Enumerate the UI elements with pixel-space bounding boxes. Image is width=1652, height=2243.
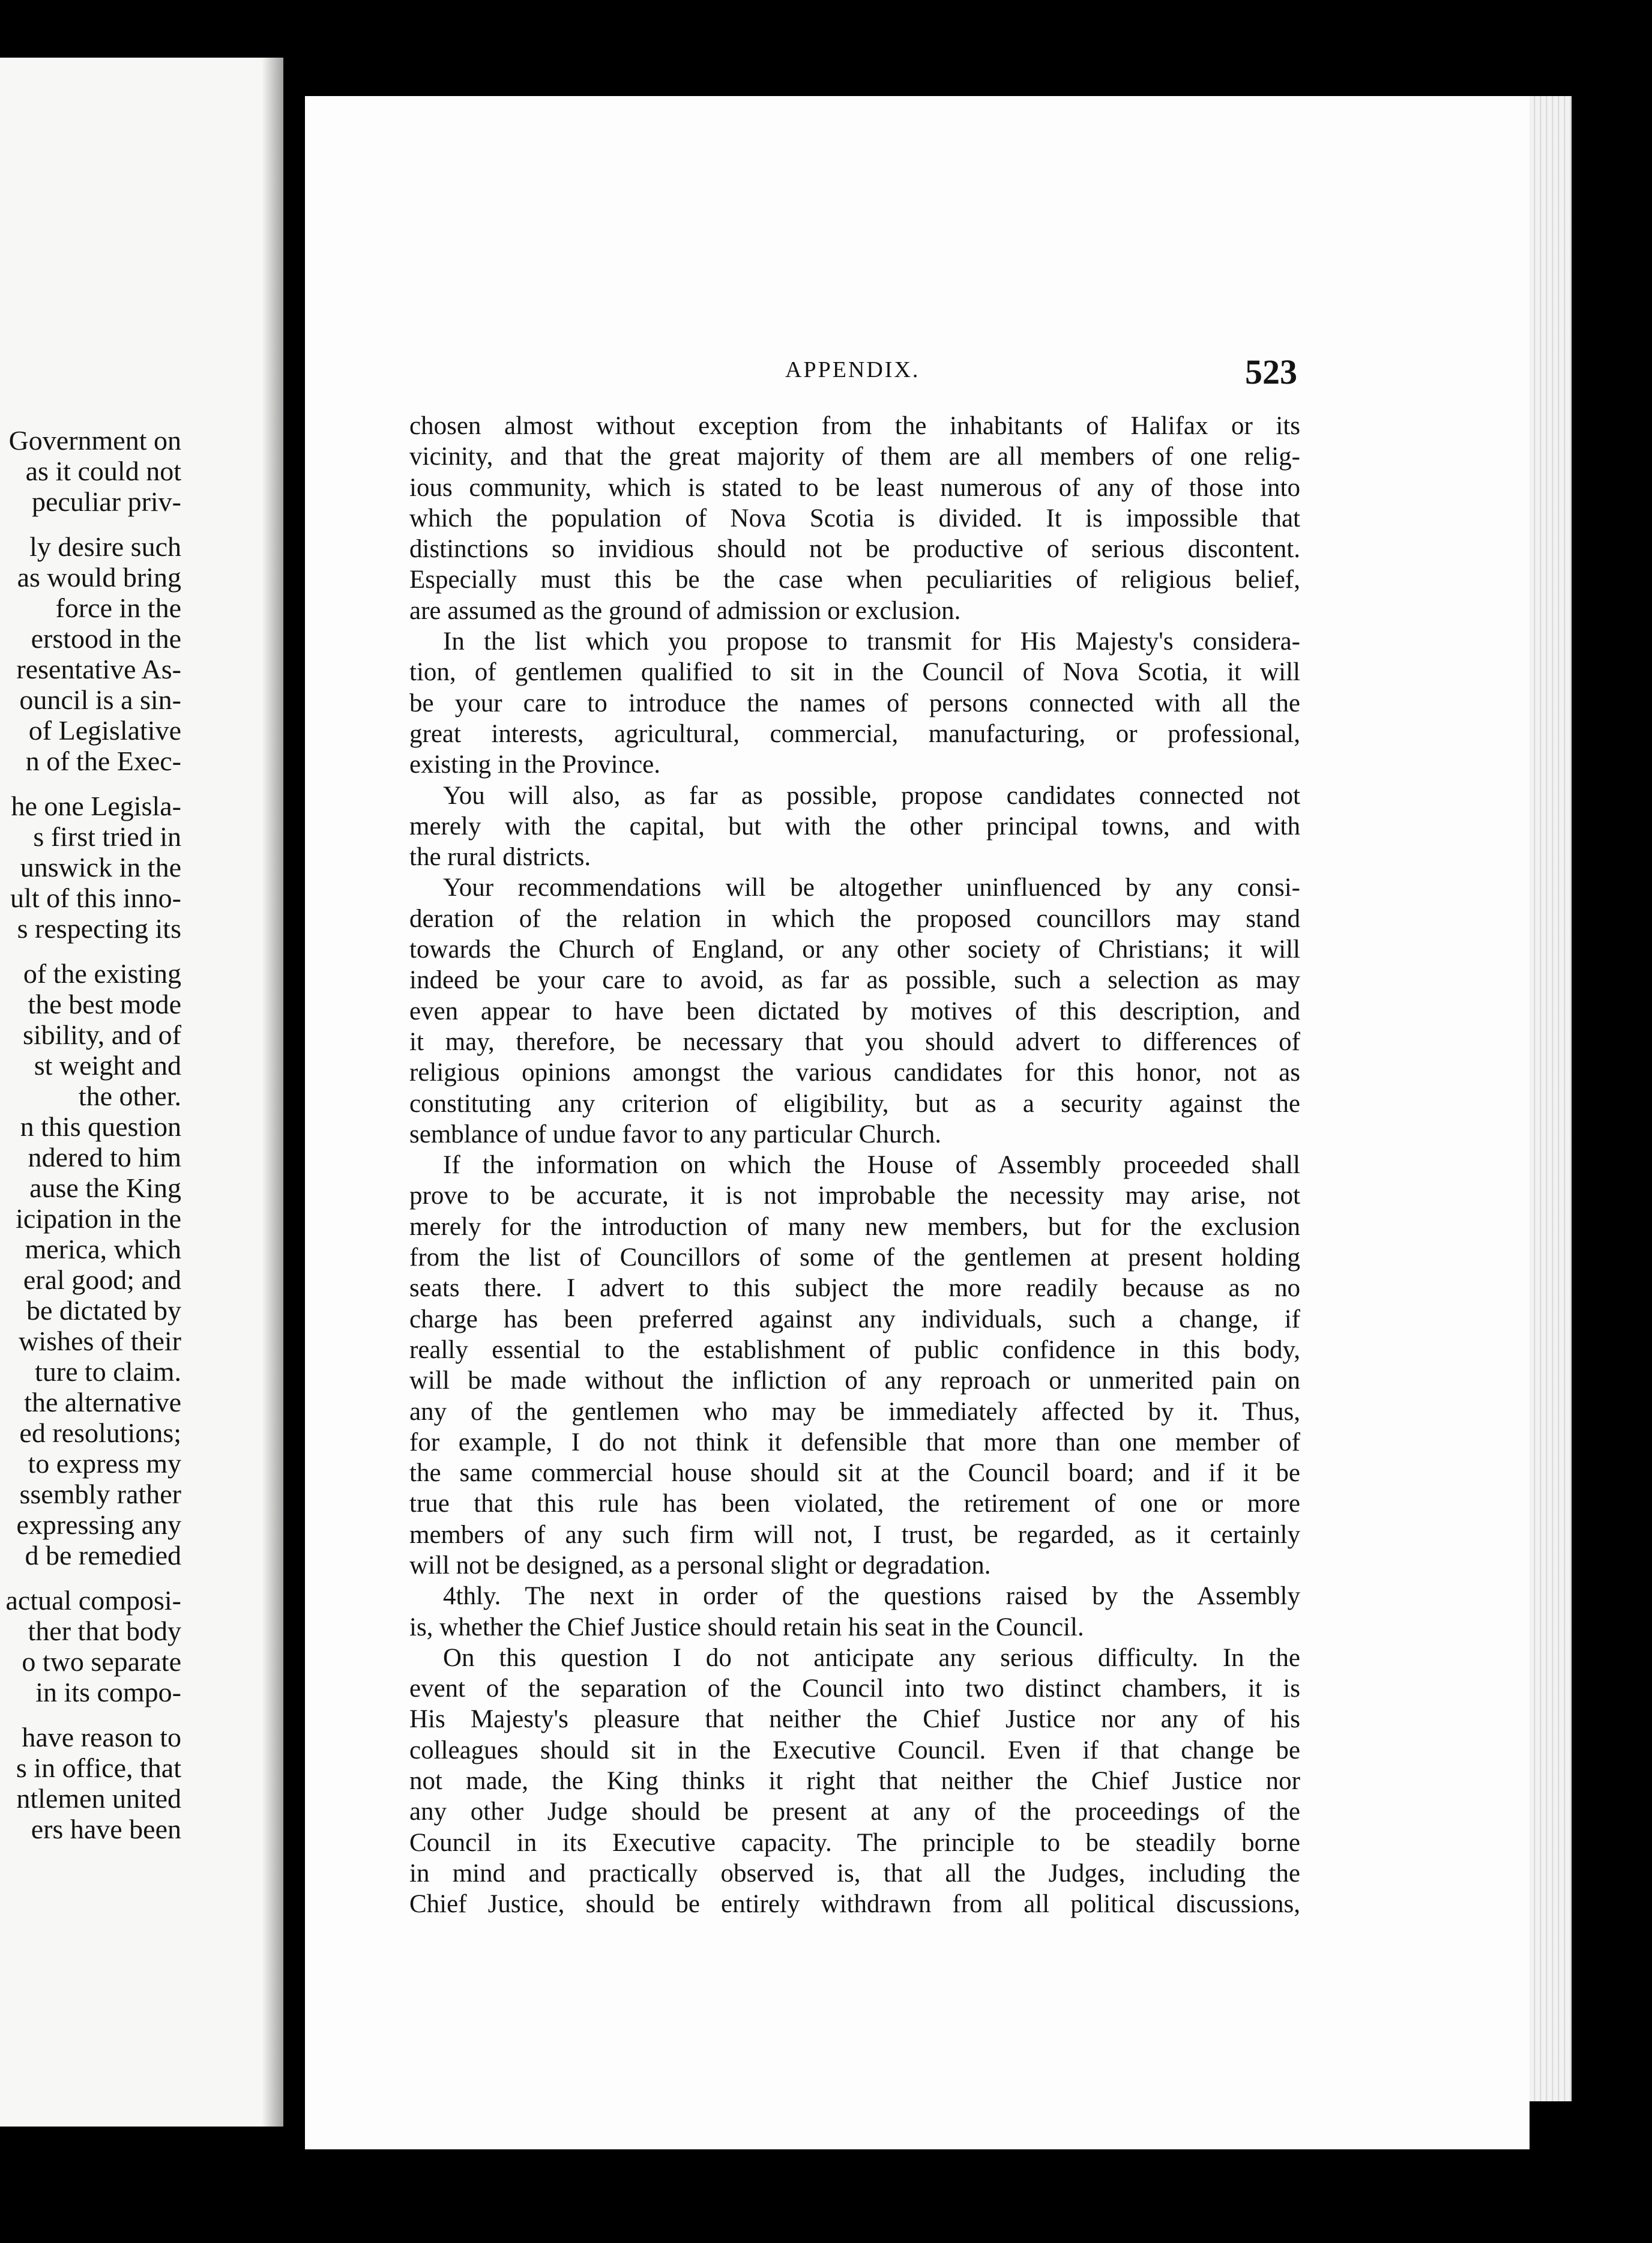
left-page-line: o two separate [22, 1646, 181, 1677]
body-text [409, 411, 1300, 1920]
text-line: great interests, agricultural, commercial, manufacturing, or professional, [409, 719, 1300, 748]
text-line: On this question I do not anticipate any serious difficulty. In the [443, 1643, 1300, 1672]
text-line: the same commercial house should sit at the Council board; and if it be [409, 1459, 1300, 1488]
text-line: from the list of Councillors of some of the gentlemen at present holding [409, 1243, 1300, 1272]
text-line: Especially must this be the case when peculiarities of religious belief, [409, 566, 1300, 594]
text-line: vicinity, and that the great majority of them are all members of one relig- [409, 442, 1300, 471]
text-line: charge has been preferred against any individuals, such a change, if [409, 1305, 1300, 1333]
right-page [305, 96, 1530, 2149]
text-line: His Majesty's pleasure that neither the Chief Justice nor any of his [409, 1705, 1300, 1734]
text-line: really essential to the establishment of public confidence in this body, [409, 1335, 1300, 1364]
left-page-line: ed resolutions; [19, 1417, 181, 1448]
text-line: Chief Justice, should be entirely withdrawn from all political discussions, [409, 1890, 1300, 1919]
left-page-line: peculiar priv- [31, 486, 181, 517]
left-page-line: the best mode [28, 989, 181, 1019]
left-page-line: s first tried in [33, 821, 181, 852]
text-line: members of any such firm will not, I trust, be regarded, as it certainly [409, 1520, 1300, 1549]
left-page-text [0, 425, 181, 1844]
page-header [305, 352, 1530, 394]
text-line: event of the separation of the Council into two distinct chambers, it is [409, 1674, 1300, 1703]
text-line: existing in the Province. [409, 750, 660, 779]
text-line: deration of the relation in which the proposed councillors may stand [409, 904, 1300, 933]
left-page-line: ntlemen united [16, 1783, 181, 1814]
left-page-line [0, 1571, 181, 1585]
text-line: merely with the capital, but with the other principal towns, and with [409, 812, 1300, 841]
text-line: distinctions so invidious should not be productive of serious discontent. [409, 535, 1300, 564]
left-page-line: Government on [8, 425, 181, 456]
left-page-line: erstood in the [31, 623, 181, 654]
text-line: which the population of Nova Scotia is divided. It is impossible that [409, 504, 1300, 533]
left-page-line: he one Legisla- [11, 791, 181, 821]
text-line: be your care to introduce the names of persons connected with all the [409, 689, 1300, 717]
left-page-line: eral good; and [23, 1264, 181, 1295]
left-page-line: ssembly rather [19, 1479, 181, 1509]
left-page-line: ause the King [29, 1173, 181, 1203]
left-page-line: actual composi- [5, 1585, 181, 1616]
text-line: even appear to have been dictated by motives of this description, and [409, 997, 1300, 1025]
text-line: it may, therefore, be necessary that you should advert to differences of [409, 1027, 1300, 1056]
left-page-line [0, 517, 181, 531]
left-page-line: ers have been [31, 1814, 181, 1844]
text-line: true that this rule has been violated, the retirement of one or more [409, 1490, 1300, 1518]
text-line: merely for the introduction of many new members, but for the exclusion [409, 1212, 1300, 1241]
left-page-line: s in office, that [16, 1752, 181, 1783]
text-line: chosen almost without exception from the inhabitants of Halifax or its [409, 412, 1300, 440]
left-page-line: unswick in the [20, 852, 181, 883]
left-page-line: of the existing [23, 958, 181, 989]
left-page-line: ouncil is a sin- [19, 684, 181, 715]
left-page-line: n this question [20, 1111, 181, 1142]
text-line: any other Judge should be present at any of the proceedings of the [409, 1798, 1300, 1826]
left-page-line: ther that body [28, 1616, 181, 1646]
left-page-line: n of the Exec- [25, 746, 181, 776]
left-page-line: be dictated by [26, 1295, 181, 1326]
left-page-line: wishes of their [19, 1326, 181, 1356]
text-line: any of the gentlemen who may be immediately affected by it. Thus, [409, 1397, 1300, 1426]
left-page-line: the alternative [24, 1387, 181, 1417]
left-page-line: ture to claim. [35, 1356, 181, 1387]
text-line: Your recommendations will be altogether uninfluenced by any consi- [443, 874, 1300, 902]
left-page-line: ult of this inno- [10, 883, 181, 913]
text-line: ious community, which is stated to be least numerous of any of those into [409, 473, 1300, 502]
text-line: semblance of undue favor to any particular Church. [409, 1120, 941, 1149]
left-page-line: sibility, and of [22, 1019, 181, 1050]
text-line: colleagues should sit in the Executive Council. Even if that change be [409, 1736, 1300, 1765]
text-line: towards the Church of England, or any other society of Christians; it will [409, 935, 1300, 964]
text-line: the rural districts. [409, 843, 591, 872]
left-page-line [0, 776, 181, 791]
left-page-line: ly desire such [29, 531, 181, 562]
left-page-line: resentative As- [16, 654, 181, 684]
text-line: not made, the King thinks it right that neither the Chief Justice nor [409, 1767, 1300, 1796]
left-page-line [0, 944, 181, 958]
text-line: tion, of gentlemen qualified to sit in the Council of Nova Scotia, it will [409, 658, 1300, 687]
left-page-line: as it could not [25, 456, 181, 486]
running-head: APPENDIX. [785, 357, 920, 382]
text-line: constituting any criterion of eligibility, but as a security against the [409, 1089, 1300, 1118]
page-edges [1530, 96, 1572, 2101]
text-line: If the information on which the House of Assembly proceeded shall [443, 1151, 1300, 1180]
text-line: is, whether the Chief Justice should retain his seat in the Council. [409, 1613, 1084, 1641]
left-page-line: to express my [28, 1448, 181, 1479]
left-page-line: st weight and [34, 1050, 181, 1081]
left-page-line: of Legislative [28, 715, 181, 746]
text-line: religious opinions amongst the various candidates for this honor, not as [409, 1058, 1300, 1087]
text-line: in mind and practically observed is, that all the Judges, including the [409, 1859, 1300, 1888]
text-line: will be made without the infliction of any reproach or unmerited pain on [409, 1366, 1300, 1395]
left-page-line [0, 1707, 181, 1722]
text-line: Council in its Executive capacity. The principle to be steadily borne [409, 1828, 1300, 1857]
left-page-line: force in the [55, 593, 181, 623]
left-page-line: merica, which [25, 1234, 181, 1264]
text-line: seats there. I advert to this subject the more readily because as no [409, 1274, 1300, 1303]
gutter-shadow [262, 58, 283, 2127]
left-page-line: ndered to him [28, 1142, 181, 1173]
page-number: 523 [1245, 352, 1297, 391]
text-line: are assumed as the ground of admission or exclusion. [409, 596, 961, 625]
text-line: will not be designed, as a personal slight or degradation. [409, 1551, 991, 1580]
left-page-line: icipation in the [16, 1203, 181, 1234]
text-line: You will also, as far as possible, propose candidates connected not [443, 781, 1300, 810]
text-line: for example, I do not think it defensible that more than one member of [409, 1428, 1300, 1457]
left-page-line: expressing any [16, 1509, 181, 1540]
text-line: In the list which you propose to transmit for His Majesty's considera- [443, 627, 1300, 656]
text-line: indeed be your care to avoid, as far as possible, such a selection as may [409, 966, 1300, 995]
text-line: prove to be accurate, it is not improbable the necessity may arise, not [409, 1182, 1300, 1210]
left-page-line: d be remedied [25, 1540, 181, 1571]
left-page-line: as would bring [17, 562, 181, 593]
left-page-line: in its compo- [35, 1677, 181, 1707]
left-page-line: the other. [78, 1081, 181, 1111]
left-page-line: have reason to [22, 1722, 181, 1752]
left-page [0, 58, 283, 2127]
left-page-line: s respecting its [17, 913, 181, 944]
text-line: 4thly. The next in order of the questions raised by the Assembly [443, 1582, 1300, 1611]
